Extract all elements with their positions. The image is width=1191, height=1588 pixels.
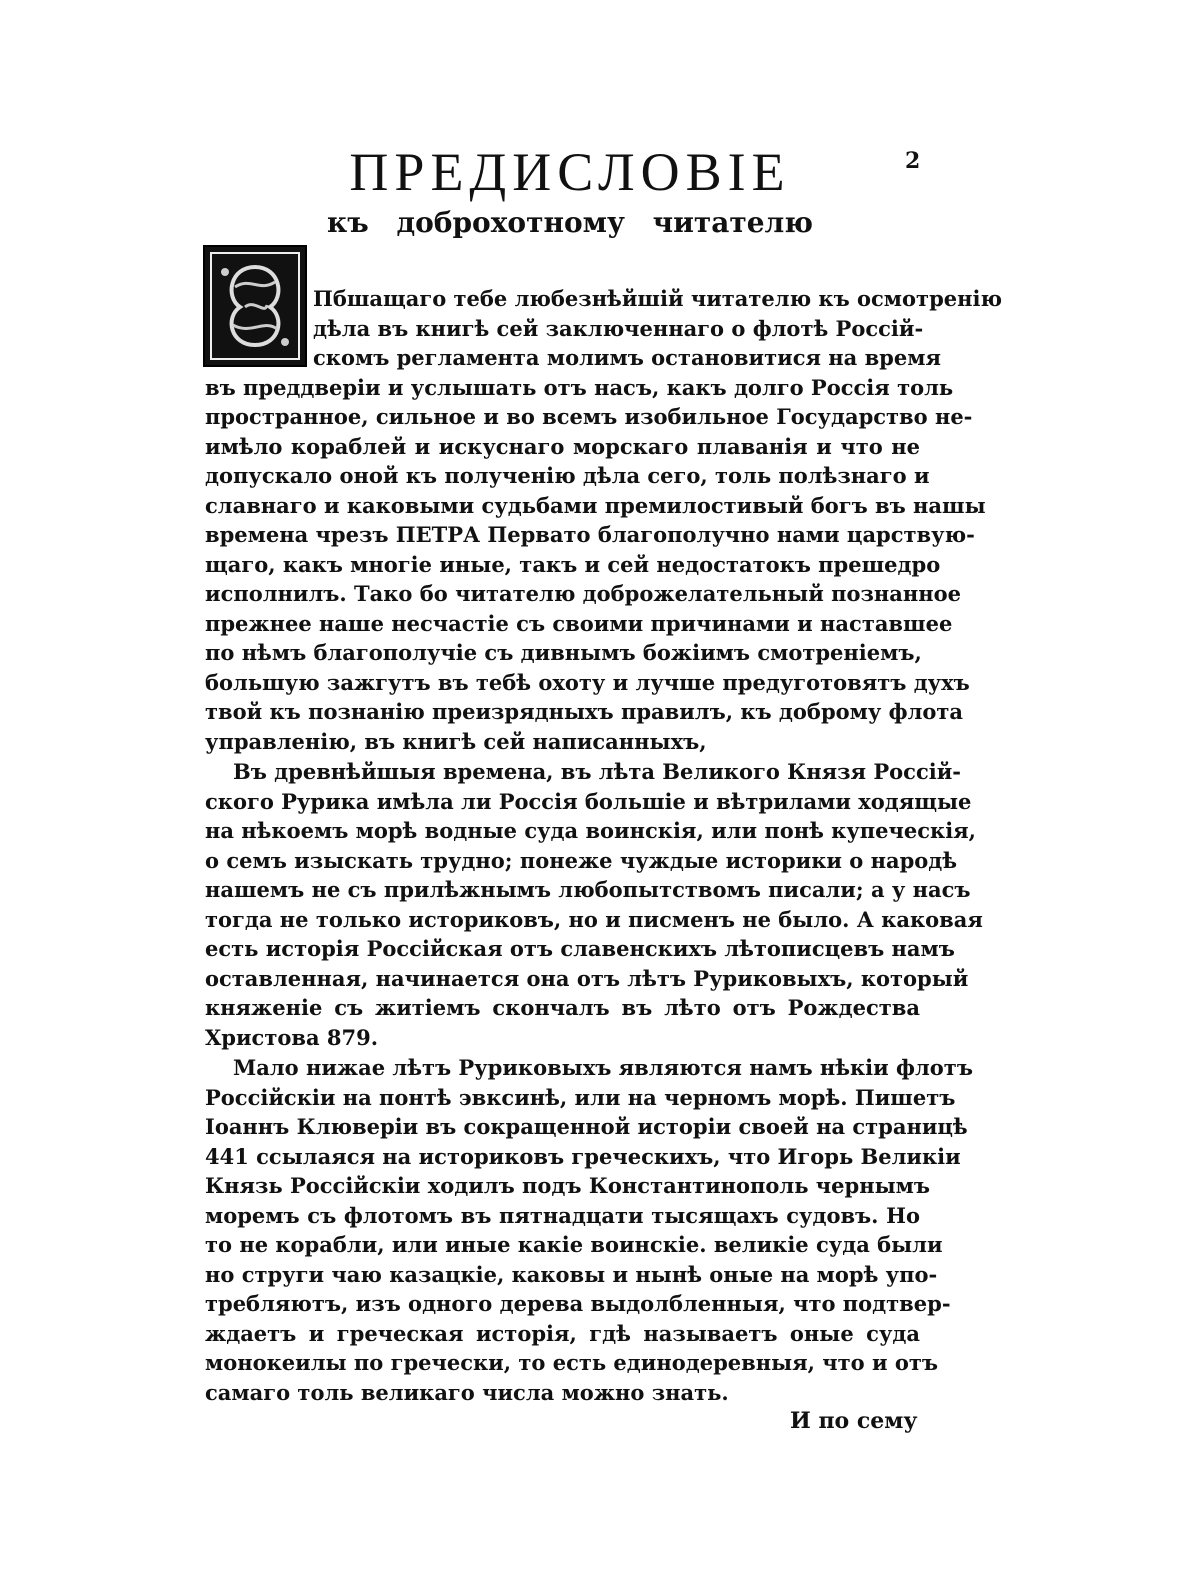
text-line: большую зажгутъ въ тебѣ охоту и лучше предуготовятъ духъ [205,669,970,695]
text-line: Мало нижае лѣтъ Руриковыхъ являются намъ нѣкіи флотъ [233,1055,973,1080]
text-line: монокеилы по гречески, то есть единодеревныя, что и отъ [205,1350,939,1375]
catchword: И по сему [790,1408,918,1434]
text-line: Іоаннъ Клюверіи въ сокращенной исторіи своей на страницѣ [205,1114,968,1139]
text-line: твой къ познанію преизрядныхъ правилъ, къ доброму флота [205,699,963,724]
text-line: въ преддверіи и услышать отъ насъ, какъ долго Россія толь [205,374,954,400]
text-line: скомъ регламента молимъ остановитися на время [313,345,941,370]
text-line: требляютъ, изъ одного дерева выдолбленныя, что подтвер- [205,1291,951,1316]
page-subtitle: къ доброхотному читателю [327,206,813,239]
paragraph-1 [205,284,1002,756]
text-line: то не корабли, или иные какіе воинскіе. великіе суда были [205,1232,943,1257]
text-line: по нѣмъ благополучіе съ дивнымъ божіимъ смотреніемъ, [205,640,922,665]
page-title: ПРЕДИСЛОВІЕ [349,142,791,202]
text-line: нашемъ не съ прилѣжнымъ любопытствомъ писали; а у насъ [205,877,971,902]
text-line: щаго, какъ многіе иные, такъ и сей недостатокъ прешедро [205,551,941,577]
paragraph-2 [205,757,983,1052]
text-line: тогда не только историковъ, но и писменъ не было. А каковая [205,906,983,932]
text-line: управленію, въ книгѣ сей написанныхъ, [205,728,707,754]
text-line: 441 ссылаяся на историковъ греческихъ, что Игорь Великіи [205,1143,961,1169]
text-line: дѣла въ книгѣ сей заключеннаго о флотѣ Россій- [313,315,924,341]
text-line: пространное, сильное и во всемъ изобильное Государство не- [205,404,973,429]
text-line: времена чрезъ ПЕТРА Первато благополучно нами царствую- [205,522,975,547]
text-line: ского Рурика имѣла ли Россія большіе и вѣтрилами ходящые [205,788,972,814]
text-line: Въ древнѣйшыя времена, въ лѣта Великого Князя Россій- [233,759,962,784]
text-line: допускало оной къ полученію дѣла сего, толь полѣзнаго и [205,463,930,488]
text-line: славнаго и каковыми судьбами премилостивый богъ въ нашы [205,492,986,518]
text-line: ждаетъ и греческая исторія, гдѣ называетъ оные суда [205,1320,920,1346]
page-number: 2 [905,148,921,174]
text-line: но струги чаю казацкіе, каковы и нынѣ оные на морѣ упо- [205,1261,938,1287]
text-line: есть исторія Россійская отъ славенскихъ лѣтописцевъ намъ [205,936,955,961]
text-line: прежнее наше несчастіе съ своими причинами и наставшее [205,610,953,636]
text-line: оставленная, начинается она отъ лѣтъ Руриковыхъ, который [205,965,969,991]
text-line: на нѣкоемъ морѣ водные суда воинскія, или понѣ купеческія, [205,818,976,843]
text-line: о семъ изыскать трудно; понеже чуждые историки о народѣ [205,847,958,873]
text-line: Россійскіи на понтѣ эвксинѣ, или на черномъ морѣ. Пишетъ [205,1084,956,1110]
text-line: моремъ съ флотомъ въ пятнадцати тысящахъ судовъ. Но [205,1202,920,1228]
text-line: Христова 879. [205,1024,379,1050]
text-line: самаго толь великаго числа можно знать. [205,1379,729,1405]
text-line: имѣло кораблей и искуснаго морскаго плаванія и что не [205,433,920,459]
text-line: Князь Россійскіи ходилъ подъ Константинополь чернымъ [205,1173,930,1198]
text-line: княженіе съ житіемъ скончалъ въ лѣто отъ Рождества [205,995,920,1020]
text-line: Пбшащаго тебе любезнѣйшій читателю къ осмотренію [313,286,1002,311]
paragraph-3 [205,1053,973,1407]
text-line: исполнилъ. Тако бо читателю доброжелательный познанное [205,581,961,606]
